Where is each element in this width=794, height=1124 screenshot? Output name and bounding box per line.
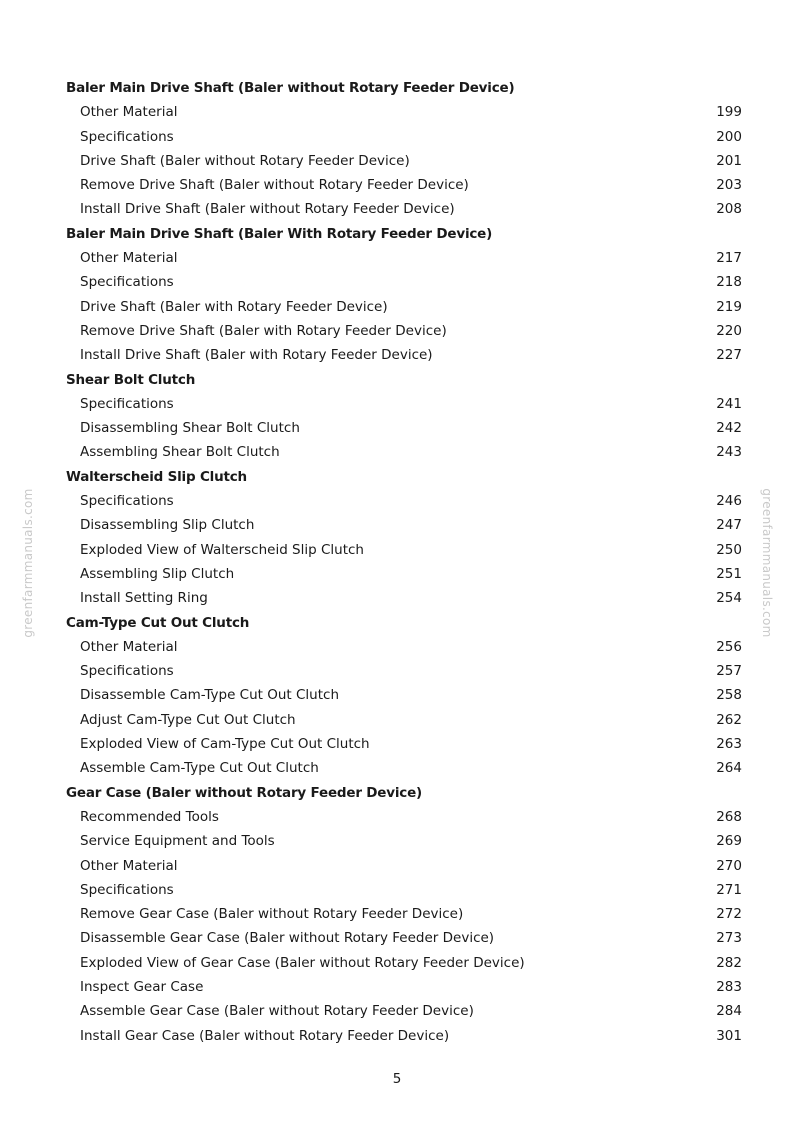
toc-entry-page: 262 xyxy=(716,711,742,728)
toc-entry-label: Specifications xyxy=(80,395,174,412)
toc-entry-label: Service Equipment and Tools xyxy=(80,833,275,850)
toc-entry-page: 271 xyxy=(716,881,742,898)
toc-entry-label: Disassembling Shear Bolt Clutch xyxy=(80,420,300,437)
toc-entry-page: 218 xyxy=(716,274,742,291)
toc-entry-page: 283 xyxy=(716,978,742,995)
section-title[interactable]: Baler Main Drive Shaft (Baler without Rotary Feeder Device) xyxy=(66,80,515,96)
toc-entry[interactable] xyxy=(66,999,742,1023)
toc-entry-page: 256 xyxy=(716,638,742,655)
toc-entry-page: 273 xyxy=(716,930,742,947)
toc-entry-label: Exploded View of Walterscheid Slip Clutch xyxy=(80,541,364,558)
toc-entry[interactable] xyxy=(66,1024,742,1048)
toc-entry-label: Specifications xyxy=(80,274,174,291)
toc-entry-page: 243 xyxy=(716,444,742,461)
toc-entry-label: Other Material xyxy=(80,104,178,121)
toc-entry-label: Install Drive Shaft (Baler without Rotary Feeder Device) xyxy=(80,201,455,218)
toc-entry-label: Specifications xyxy=(80,493,174,510)
toc-entry-label: Other Material xyxy=(80,857,178,874)
toc-entry-page: 247 xyxy=(716,517,742,534)
toc-entry[interactable] xyxy=(66,343,742,367)
toc-entry[interactable] xyxy=(66,295,742,319)
section-title[interactable]: Baler Main Drive Shaft (Baler With Rotary Feeder Device) xyxy=(66,225,493,242)
toc-entry[interactable] xyxy=(66,975,742,999)
toc-entry-label: Drive Shaft (Baler without Rotary Feeder Device) xyxy=(80,152,410,169)
toc-entry-page: 269 xyxy=(716,833,742,850)
section-title[interactable]: Walterscheid Slip Clutch xyxy=(66,468,247,485)
toc-entry[interactable] xyxy=(66,562,742,586)
toc-entry-label: Other Material xyxy=(80,250,178,267)
toc-entry-label: Specifications xyxy=(80,881,174,898)
toc-entry[interactable] xyxy=(66,659,742,683)
toc-entry[interactable] xyxy=(66,489,742,513)
toc-entry-label: Install Setting Ring xyxy=(80,590,208,607)
toc-entry-label: Assemble Gear Case (Baler without Rotary Feeder Device) xyxy=(80,1003,474,1020)
toc-entry[interactable] xyxy=(66,854,742,878)
toc-entry[interactable] xyxy=(66,902,742,926)
toc-entry-page: 250 xyxy=(716,541,742,558)
toc-entry[interactable] xyxy=(66,538,742,562)
toc-entry[interactable] xyxy=(66,756,742,780)
toc-entry-label: Drive Shaft (Baler with Rotary Feeder Device) xyxy=(80,298,388,315)
toc-entry[interactable] xyxy=(66,100,742,124)
toc-entry-page: 219 xyxy=(716,298,742,315)
toc-entry-page: 220 xyxy=(716,322,742,339)
toc-entry-label: Remove Drive Shaft (Baler with Rotary Feeder Device) xyxy=(80,322,447,339)
toc-entry[interactable] xyxy=(66,635,742,659)
toc-entry-label: Install Drive Shaft (Baler with Rotary Feeder Device) xyxy=(80,347,433,364)
toc-entry-page: 263 xyxy=(716,736,742,753)
toc-entry-label: Install Gear Case (Baler without Rotary Feeder Device) xyxy=(80,1027,450,1044)
toc-entry-page: 199 xyxy=(716,104,742,121)
section-title[interactable]: Gear Case (Baler without Rotary Feeder Device) xyxy=(66,784,422,801)
toc-entry-label: Disassemble Cam-Type Cut Out Clutch xyxy=(80,687,340,704)
toc-entry-page: 301 xyxy=(716,1027,742,1044)
toc-entry-page: 201 xyxy=(716,152,742,169)
toc-entry-label: Recommended Tools xyxy=(80,808,219,825)
toc-entry[interactable] xyxy=(66,926,742,950)
toc-entry-label: Exploded View of Gear Case (Baler without Rotary Feeder Device) xyxy=(80,954,525,971)
toc-entry-page: 242 xyxy=(716,420,742,437)
toc-entry-label: Other Material xyxy=(80,638,178,655)
toc-entry-label: Remove Gear Case (Baler without Rotary Feeder Device) xyxy=(80,906,464,923)
toc-entry-label: Assembling Slip Clutch xyxy=(80,565,235,582)
watermark-right: greenfarmmanuals.com xyxy=(760,488,774,638)
toc-entry-page: 284 xyxy=(716,1003,742,1020)
toc-entry-label: Exploded View of Cam-Type Cut Out Clutch xyxy=(80,736,370,753)
toc-entry-label: Specifications xyxy=(80,663,174,680)
toc-entry-label: Disassemble Gear Case (Baler without Rotary Feeder Device) xyxy=(80,930,495,947)
toc-entry[interactable] xyxy=(66,392,742,416)
toc-entry-page: 246 xyxy=(716,493,742,510)
toc-entry-page: 208 xyxy=(716,201,742,218)
toc-entry-label: Adjust Cam-Type Cut Out Clutch xyxy=(80,711,296,728)
toc-entry[interactable] xyxy=(66,440,742,464)
toc-entry[interactable] xyxy=(66,149,742,173)
toc-entry[interactable] xyxy=(66,708,742,732)
toc-entry-page: 241 xyxy=(716,395,742,412)
toc-entry-page: 268 xyxy=(716,808,742,825)
toc-entry[interactable] xyxy=(66,732,742,756)
toc-entry[interactable] xyxy=(66,319,742,343)
toc-entry[interactable] xyxy=(66,197,742,221)
toc-entry-page: 270 xyxy=(716,857,742,874)
toc-entry[interactable] xyxy=(66,125,742,149)
toc-entry[interactable] xyxy=(66,173,742,197)
page-number: 5 xyxy=(392,1071,402,1087)
toc-entry-page: 258 xyxy=(716,687,742,704)
section-title[interactable]: Shear Bolt Clutch xyxy=(66,371,196,388)
toc-entry-page: 217 xyxy=(716,250,742,267)
toc-entry-page: 203 xyxy=(716,177,742,194)
toc-entry[interactable] xyxy=(66,416,742,440)
toc-entry-label: Assemble Cam-Type Cut Out Clutch xyxy=(80,760,319,777)
toc-entry-page: 257 xyxy=(716,663,742,680)
toc-entry-page: 200 xyxy=(716,128,742,145)
toc-entry[interactable] xyxy=(66,829,742,853)
toc-entry[interactable] xyxy=(66,878,742,902)
toc-entry-label: Assembling Shear Bolt Clutch xyxy=(80,444,280,461)
toc-entry-label: Inspect Gear Case xyxy=(80,978,204,995)
toc-entry-page: 251 xyxy=(716,565,742,582)
toc-entry-label: Disassembling Slip Clutch xyxy=(80,517,255,534)
toc-entry[interactable] xyxy=(66,513,742,537)
watermark-left: greenfarmmanuals.com xyxy=(21,488,35,638)
table-of-contents xyxy=(66,76,742,1048)
toc-entry-page: 227 xyxy=(716,347,742,364)
toc-entry[interactable] xyxy=(66,805,742,829)
toc-entry-page: 282 xyxy=(716,954,742,971)
toc-entry-label: Remove Drive Shaft (Baler without Rotary Feeder Device) xyxy=(80,177,469,194)
toc-entry[interactable] xyxy=(66,246,742,270)
toc-entry[interactable] xyxy=(66,951,742,975)
toc-entry-page: 264 xyxy=(716,760,742,777)
section-title[interactable]: Cam-Type Cut Out Clutch xyxy=(66,614,250,631)
toc-entry-page: 254 xyxy=(716,590,742,607)
toc-entry[interactable] xyxy=(66,683,742,707)
toc-entry-page: 272 xyxy=(716,906,742,923)
toc-entry[interactable] xyxy=(66,270,742,294)
toc-entry[interactable] xyxy=(66,586,742,610)
toc-entry-label: Specifications xyxy=(80,128,174,145)
